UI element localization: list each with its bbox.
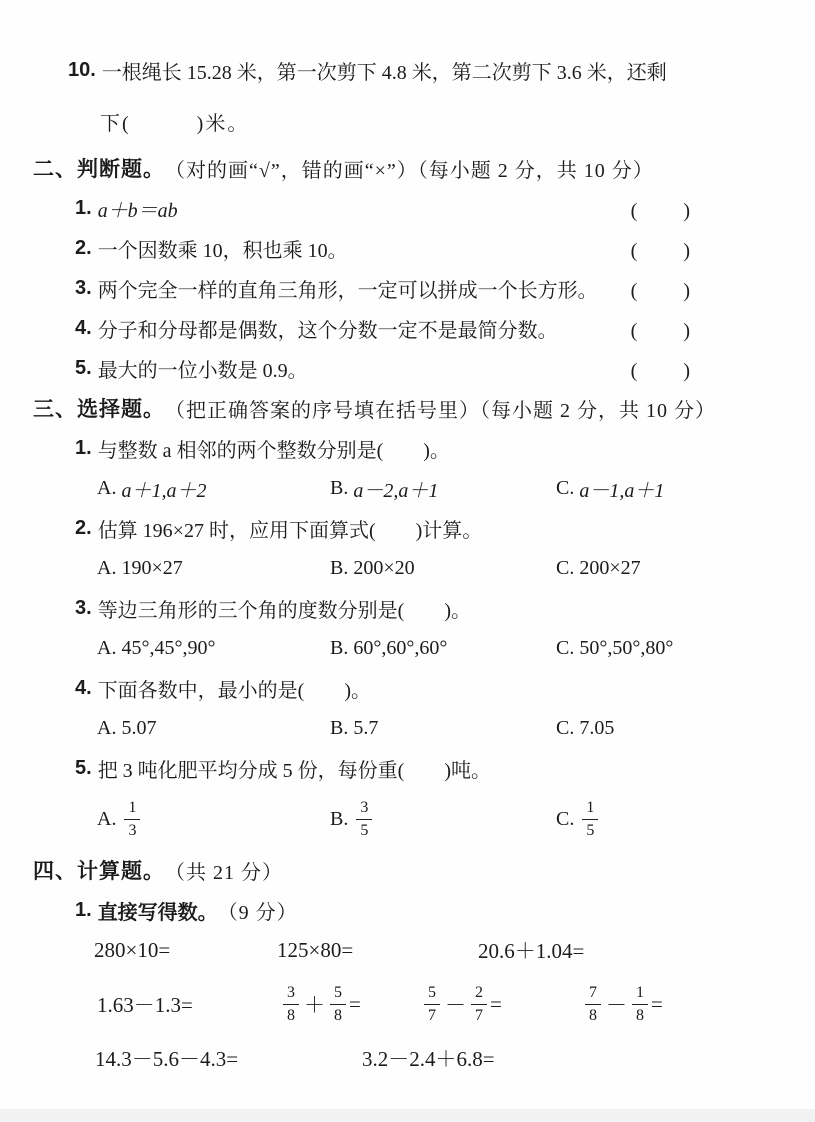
- answer-blank: 下( )米。: [100, 113, 250, 135]
- answer-bracket: ( ): [630, 319, 692, 342]
- fraction-equation: [280, 985, 421, 1024]
- equals-sign: =: [490, 991, 502, 1016]
- fraction-numerator: 5: [334, 983, 342, 1001]
- operator: ＋: [304, 993, 325, 1017]
- section-note: （共 21 分）: [165, 861, 283, 884]
- equation: 125×80=: [277, 937, 354, 962]
- option-b: [330, 717, 556, 740]
- choice-question-4: [75, 674, 815, 702]
- option-label: B.: [330, 636, 349, 659]
- option-text: 190×27: [121, 556, 183, 579]
- calc-row-3: [95, 1044, 815, 1072]
- fraction-denominator: 7: [471, 1004, 487, 1024]
- fraction-numerator: 7: [589, 983, 597, 1001]
- fraction-denominator: 8: [330, 1004, 346, 1024]
- operator: －: [445, 993, 466, 1017]
- question-text: 分子和分母都是偶数，这个分数一定不是最简分数。: [97, 319, 558, 342]
- section-title: 四、计算题。: [33, 860, 165, 883]
- fraction-numerator: 2: [475, 983, 483, 1001]
- fraction-numerator: 5: [428, 983, 436, 1001]
- option-text: 200×20: [353, 556, 415, 579]
- fraction: [582, 800, 598, 839]
- equation: 20.6＋1.04=: [478, 939, 585, 963]
- fraction-numerator: 3: [360, 798, 369, 816]
- option-b: [330, 474, 556, 503]
- option-text: a－1,a＋1: [579, 479, 665, 502]
- section-note: （对的画“√”，错的画“×”）（每小题 2 分，共 10 分）: [165, 159, 654, 182]
- choice-question-1: [75, 434, 815, 462]
- section-title: 三、选择题。: [33, 398, 165, 421]
- fraction: [124, 800, 140, 839]
- equals-sign: =: [651, 991, 663, 1016]
- fraction-denominator: 3: [124, 819, 140, 839]
- fraction-equation: [421, 985, 582, 1024]
- option-label: C.: [556, 476, 575, 499]
- fraction-denominator: 5: [582, 819, 598, 839]
- calc-row-1: [94, 936, 815, 964]
- option-b: [330, 557, 556, 580]
- calc-subsection-1: [75, 896, 815, 924]
- question-number: 10.: [68, 59, 96, 81]
- fraction-denominator: 8: [632, 1004, 648, 1024]
- option-text: 200×27: [579, 556, 641, 579]
- fraction-equation: [582, 985, 663, 1024]
- question-10-line1: [68, 56, 815, 85]
- equals-sign: =: [349, 991, 361, 1016]
- section-3-header: [33, 394, 815, 422]
- question-number: 2.: [75, 516, 92, 539]
- option-c: [556, 717, 614, 740]
- option-label: A.: [97, 807, 117, 830]
- question-number: 3.: [75, 596, 92, 619]
- answer-bracket: ( ): [630, 279, 692, 302]
- option-b: [330, 800, 556, 839]
- option-text: 5.07: [121, 716, 157, 739]
- question-stem: 与整数 a 相邻的两个整数分别是( )。: [97, 439, 450, 462]
- option-label: B.: [330, 556, 349, 579]
- equation: 280×10=: [94, 937, 171, 962]
- operator: －: [606, 993, 627, 1017]
- option-b: [330, 637, 556, 660]
- option-label: A.: [97, 716, 117, 739]
- question-stem: 下面各数中，最小的是( )。: [97, 679, 372, 702]
- judgment-item-3: [75, 274, 692, 302]
- fraction-numerator: 3: [287, 983, 295, 1001]
- question-number: 2.: [75, 236, 92, 259]
- question-number: 3.: [75, 276, 92, 299]
- choice-question-5-options: [97, 794, 815, 844]
- question-10-line2: [100, 107, 815, 136]
- option-label: C.: [556, 556, 575, 579]
- question-stem: 估算 196×27 时，应用下面算式( )计算。: [97, 519, 483, 542]
- question-number: 4.: [75, 316, 92, 339]
- answer-bracket: ( ): [630, 359, 692, 382]
- choice-question-5: [75, 754, 815, 782]
- question-text: 一根绳长 15.28 米，第一次剪下 4.8 米，第二次剪下 3.6 米，还剩: [101, 62, 667, 84]
- question-text: 两个完全一样的直角三角形，一定可以拼成一个长方形。: [97, 279, 598, 302]
- question-stem: 等边三角形的三个角的度数分别是( )。: [97, 599, 472, 622]
- fraction-denominator: 7: [424, 1004, 440, 1024]
- option-label: C.: [556, 716, 575, 739]
- answer-bracket: ( ): [630, 199, 692, 222]
- judgment-item-4: [75, 314, 692, 342]
- option-a: [97, 474, 330, 503]
- fraction-denominator: 5: [356, 819, 372, 839]
- option-a: [97, 800, 330, 839]
- option-label: A.: [97, 476, 117, 499]
- option-a: [97, 557, 330, 580]
- choice-question-2-options: [97, 554, 815, 582]
- option-text: a＋1,a＋2: [121, 479, 207, 502]
- option-text: 5.7: [353, 716, 379, 739]
- calc-row-2: [97, 978, 815, 1030]
- option-c: [556, 557, 641, 580]
- question-number: 1.: [75, 196, 92, 219]
- option-label: A.: [97, 636, 117, 659]
- choice-question-3-options: [97, 634, 815, 662]
- option-label: B.: [330, 807, 349, 830]
- option-c: [556, 800, 601, 839]
- subsection-title: 直接写得数。: [97, 901, 218, 924]
- option-label: C.: [556, 636, 575, 659]
- subsection-note: （9 分）: [217, 901, 298, 924]
- section-note: （把正确答案的序号填在括号里）（每小题 2 分，共 10 分）: [165, 399, 716, 422]
- judgment-item-5: [75, 354, 692, 382]
- equation: 1.63－1.3=: [97, 993, 193, 1017]
- choice-question-4-options: [97, 714, 815, 742]
- option-text: 45°,45°,90°: [121, 636, 216, 659]
- option-label: B.: [330, 476, 349, 499]
- page-bottom-edge: [0, 1109, 815, 1122]
- equation: 14.3－5.6－4.3=: [95, 1047, 239, 1071]
- option-text: 60°,60°,60°: [353, 636, 448, 659]
- question-number: 5.: [75, 756, 92, 779]
- fraction-numerator: 1: [586, 798, 595, 816]
- answer-bracket: ( ): [630, 239, 692, 262]
- option-label: C.: [556, 807, 575, 830]
- section-4-header: [33, 856, 815, 884]
- judgment-item-2: [75, 234, 692, 262]
- option-label: A.: [97, 556, 117, 579]
- option-text: a－2,a＋1: [353, 479, 439, 502]
- fraction-denominator: 8: [283, 1004, 299, 1024]
- choice-question-2: [75, 514, 815, 542]
- section-2-header: [33, 154, 815, 182]
- question-number: 4.: [75, 676, 92, 699]
- option-a: [97, 637, 330, 660]
- option-a: [97, 717, 330, 740]
- section-title: 二、判断题。: [33, 158, 165, 181]
- question-number: 1.: [75, 436, 92, 459]
- choice-question-3: [75, 594, 815, 622]
- option-c: [556, 637, 673, 660]
- option-text: 7.05: [579, 716, 615, 739]
- equation: 3.2－2.4＋6.8=: [362, 1047, 495, 1071]
- question-text: 一个因数乘 10，积也乘 10。: [97, 239, 348, 262]
- fraction-denominator: 8: [585, 1004, 601, 1024]
- option-text: 50°,50°,80°: [579, 636, 674, 659]
- question-number: 5.: [75, 356, 92, 379]
- question-stem: 把 3 吨化肥平均分成 5 份，每份重( )吨。: [97, 759, 492, 782]
- question-number: 1.: [75, 898, 92, 921]
- choice-question-1-options: [97, 474, 815, 502]
- judgment-item-1: [75, 194, 692, 222]
- option-label: B.: [330, 716, 349, 739]
- fraction-numerator: 1: [636, 983, 644, 1001]
- fraction: [356, 800, 372, 839]
- question-text: a＋b＝ab: [97, 199, 178, 222]
- fraction-numerator: 1: [128, 798, 137, 816]
- question-text: 最大的一位小数是 0.9。: [97, 359, 308, 382]
- option-c: [556, 474, 664, 503]
